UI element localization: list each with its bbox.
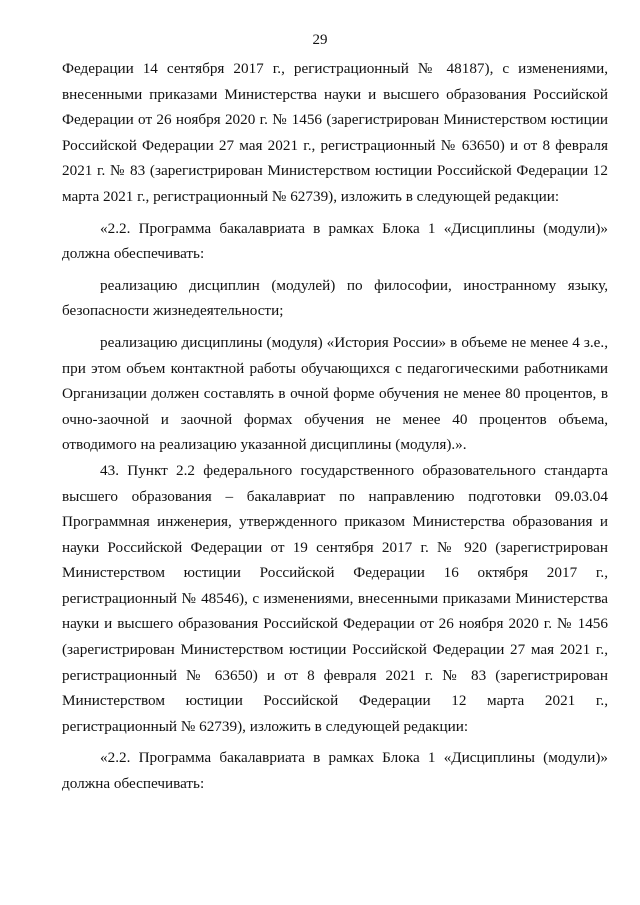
paragraph-program-requirements-2: «2.2. Программа бакалавриата в рамках Блока 1 «Дисциплины (модули)» должна обеспечивать: — [62, 749, 608, 793]
page-number: 29 — [312, 32, 328, 48]
document-body — [62, 56, 608, 797]
paragraph-program-requirements: «2.2. Программа бакалавриата в рамках Блока 1 «Дисциплины (модули)» должна обеспечивать: — [62, 219, 608, 263]
paragraph-continuation: Федерации 14 сентября 2017 г., регистрационный № 48187), с изменениями, внесенными приказами Министерства науки и высшего образования Российской Федерации от 26 ноября 2020 г. № 1456 (зарегистрирован Министерством юстиции Российской Федерации 27 мая 2021 г., регистрационный № 63650) и от 8 февраля 2021 г. № 83 (зарегистрирован Министерством юстиции Российской Федерации 12 марта 2021 г., регистрационный № 62739), изложить в следующей редакции: — [62, 60, 608, 205]
paragraph-disciplines: реализацию дисциплин (модулей) по философии, иностранному языку, безопасности жизнедеятельности; — [62, 276, 608, 320]
paragraph-item-43: 43. Пункт 2.2 федерального государственного образовательного стандарта высшего образования – бакалавриат по направлению подготовки 09.03.04 Программная инженерия, утвержденного приказом Министерства образования и науки Российской Федерации от 19 сентября 2017 г. № 920 (зарегистрирован Министерством юстиции Российской Федерации 16 октября 2017 г., регистрационный № 48546), с изменениями, внесенными приказами Министерства науки и высшего образования Российской Федерации от 26 ноября 2020 г. № 1456 (зарегистрирован Министерством юстиции Российской Федерации 27 мая 2021 г., регистрационный № 63650) и от 8 февраля 2021 г. № 83 (зарегистрирован Министерством юстиции Российской Федерации 12 марта 2021 г., регистрационный № 62739), изложить в следующей редакции: — [62, 461, 608, 735]
paragraph-history-of-russia: реализацию дисциплины (модуля) «История России» в объеме не менее 4 з.е., при этом объем контактной работы обучающихся с педагогическими работниками Организации должен составлять в очной форме обучения не менее 80 процентов, в очно-заочной и заочной формах обучения не менее 40 процентов объема, отводимого на реализацию указанной дисциплины (модуля).». — [62, 333, 608, 454]
